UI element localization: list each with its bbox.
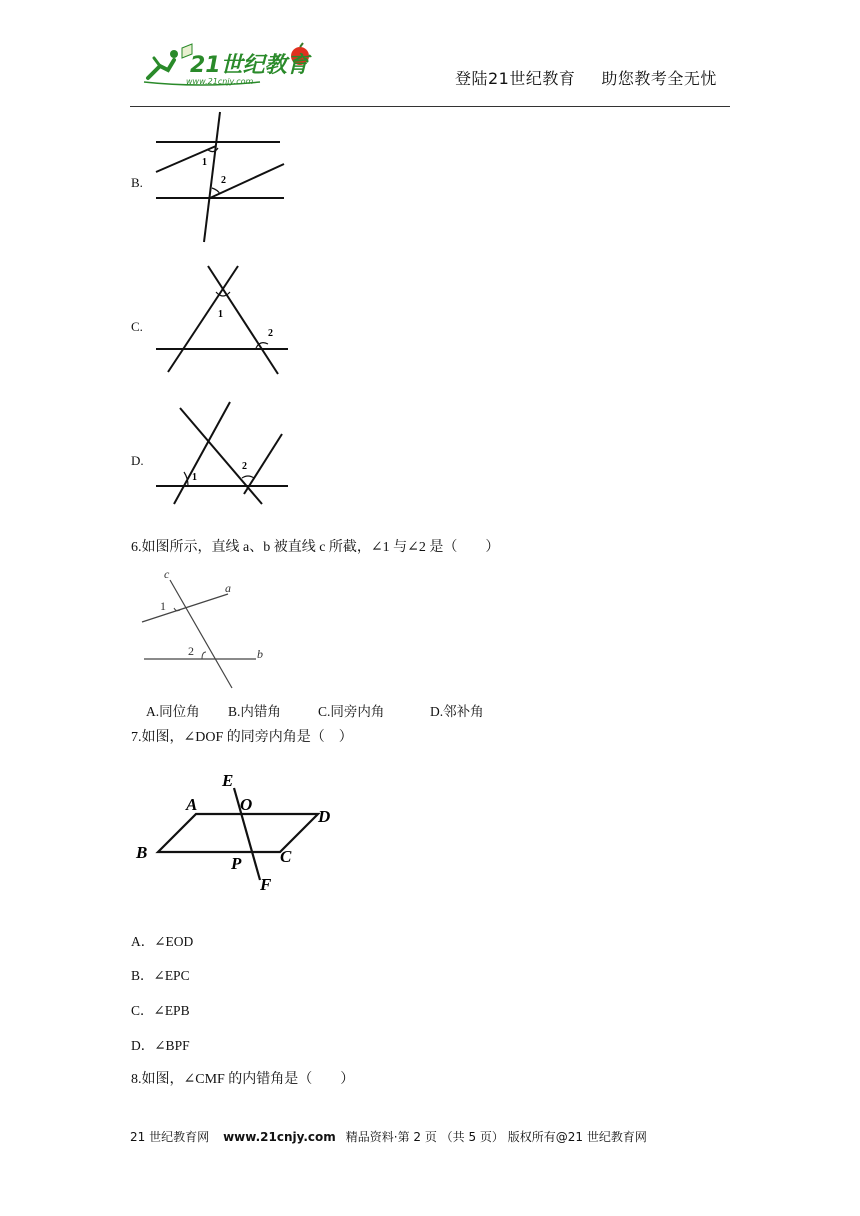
q7-option-d[interactable]: D．∠BPF <box>131 1038 190 1053</box>
footer-info: 精品资料·第 2 页 （共 5 页） 版权所有@21 世纪教育网 <box>345 1130 647 1144</box>
q6-option-a[interactable]: A.同位角 <box>146 704 200 719</box>
q6-angle-2: 2 <box>188 644 194 658</box>
q7-label-p: P <box>231 854 242 873</box>
q6-angle-1: 1 <box>160 599 166 613</box>
q7-label-o: O <box>240 795 253 814</box>
figure-c-angle-2: 2 <box>268 328 273 339</box>
q7-option-b[interactable]: B．∠EPC <box>131 968 190 983</box>
question-7-text: 7.如图，∠DOF 的同旁内角是（ ） <box>131 730 353 745</box>
q7-label-e: E <box>222 771 234 790</box>
figure-option-b <box>150 108 290 248</box>
question-8-text: 8.如图，∠CMF 的内错角是（ ） <box>131 1072 355 1087</box>
q6-option-b[interactable]: B.内错角 <box>228 704 281 719</box>
q6-option-d[interactable]: D.邻补角 <box>430 704 484 719</box>
q7-option-c[interactable]: C．∠EPB <box>131 1003 190 1018</box>
figure-d-angle-1: 1 <box>192 472 197 483</box>
option-d-label: D. <box>131 453 144 468</box>
figure-question-6 <box>136 566 276 691</box>
figure-c-angle-1: 1 <box>218 309 223 320</box>
option-b-label: B. <box>131 175 143 190</box>
header-divider <box>130 106 730 107</box>
logo-text: 21世纪教育 <box>190 53 309 78</box>
header-slogan <box>455 66 717 89</box>
figure-question-7 <box>134 766 344 896</box>
site-logo[interactable] <box>140 42 315 88</box>
q7-option-a[interactable]: A．∠EOD <box>131 934 194 949</box>
question-6-text: 6.如图所示，直线 a、b 被直线 c 所截，∠1 与∠2 是（ ） <box>131 540 500 555</box>
q6-label-b: b <box>257 647 263 661</box>
q7-label-b: B <box>136 843 148 862</box>
q7-label-f: F <box>260 875 272 894</box>
slogan-right: 助您教考全无忧 <box>601 69 717 88</box>
q6-option-c[interactable]: C.同旁内角 <box>318 704 385 719</box>
figure-b-angle-2: 2 <box>221 175 226 186</box>
figure-option-c <box>150 262 295 377</box>
q7-label-d: D <box>318 807 331 826</box>
q7-label-a: A <box>186 795 198 814</box>
footer-url[interactable]: www.21cnjy.com <box>223 1130 336 1144</box>
q6-label-c: c <box>164 567 170 581</box>
figure-option-d <box>150 398 295 508</box>
option-c-label: C. <box>131 319 143 334</box>
figure-d-angle-2: 2 <box>242 461 247 472</box>
q6-label-a: a <box>225 581 231 595</box>
question-6-options <box>146 700 484 720</box>
figure-b-angle-1: 1 <box>202 157 207 168</box>
slogan-left: 登陆21世纪教育 <box>455 69 576 88</box>
logo-url: www.21cnjy.com <box>186 77 254 86</box>
page-footer <box>130 1128 647 1145</box>
footer-site: 21 世纪教育网 <box>130 1130 210 1144</box>
q7-label-c: C <box>280 847 292 866</box>
